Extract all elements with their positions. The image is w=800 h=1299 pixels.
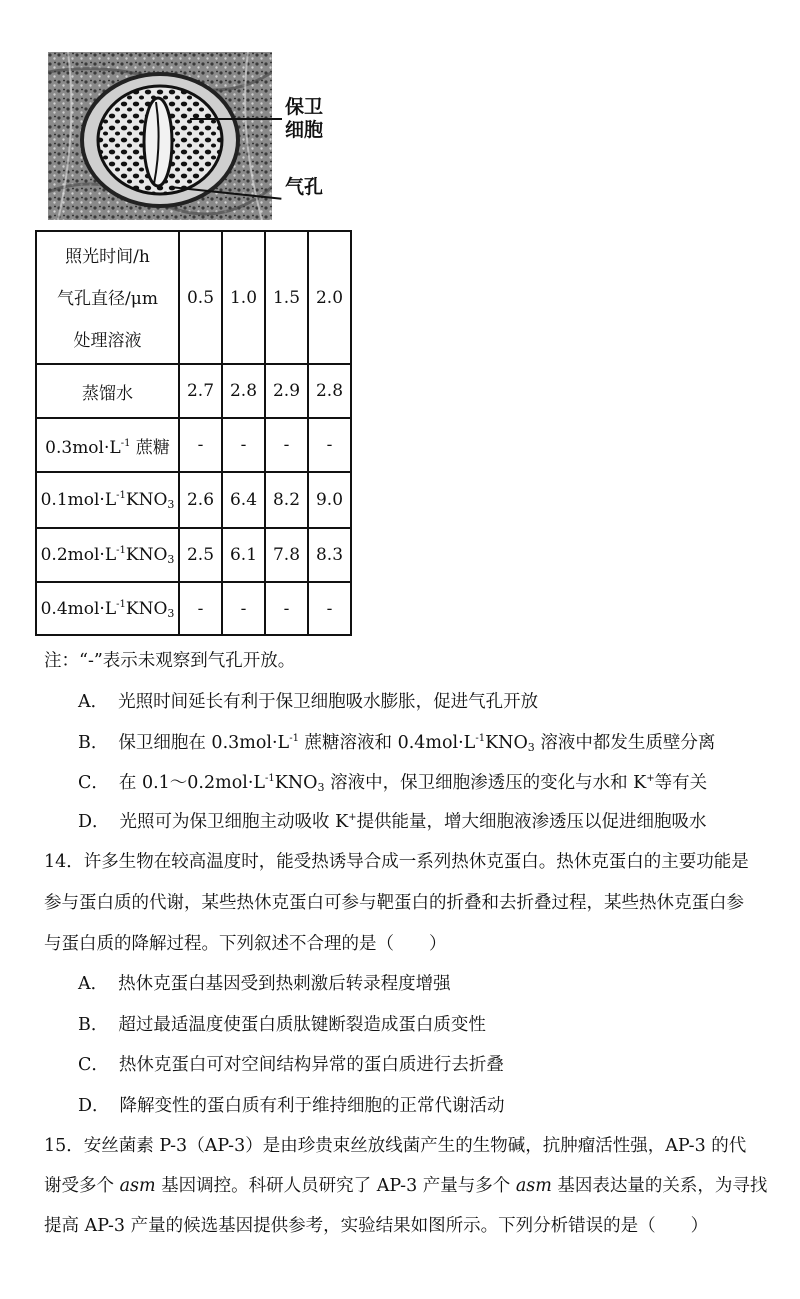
option-text: 热休克蛋白基因受到热刺激后转录程度增强 <box>118 974 451 994</box>
option-text-part: 光照可为保卫细胞主动吸收 K <box>119 812 349 832</box>
option-text: 光照时间延长有利于保卫细胞吸水膨胀，促进气孔开放 <box>118 692 539 712</box>
table-row <box>36 364 351 418</box>
header-corner-cell <box>36 231 179 364</box>
option-sub: 3 <box>527 741 535 754</box>
q14-stem-line3: 与蛋白质的降解过程。下列叙述不合理的是（ ） <box>44 934 447 954</box>
q15-text-part: 基因表达量的关系，为寻找 <box>551 1176 768 1196</box>
value-cell: 6.1 <box>222 528 265 582</box>
gene-name-italic: asm <box>515 1176 552 1196</box>
row-label-sup: -1 <box>116 545 126 556</box>
option-text-part: 在 0.1～0.2mol·L <box>118 773 266 793</box>
q14-option-a <box>78 972 451 996</box>
table-row <box>36 472 351 528</box>
option-label: A． <box>78 692 109 712</box>
value-cell: 2.8 <box>308 364 351 418</box>
stoma-label: 气孔 <box>285 176 324 198</box>
header-stoma-diameter-text: 气孔直径/ <box>57 288 131 309</box>
option-text-part: 等有关 <box>654 773 708 793</box>
option-sup: + <box>646 773 655 784</box>
q14-option-b <box>78 1013 486 1037</box>
option-text-part: 溶液中，保卫细胞渗透压的变化与水和 K <box>324 773 647 793</box>
guard-cell-label <box>285 96 323 142</box>
q14-stem-line2: 参与蛋白质的代谢，某些热休克蛋白可参与靶蛋白的折叠和去折叠过程，某些热休克蛋白参 <box>44 893 744 913</box>
row-label: 0.4mol·L <box>40 598 117 619</box>
option-text-part: 保卫细胞在 0.3mol·L <box>118 733 290 753</box>
row-label: 0.1mol·L <box>40 490 117 510</box>
q15-text-part: 谢受多个 <box>44 1176 120 1196</box>
value-cell: 2.7 <box>179 364 222 418</box>
option-label: C． <box>78 773 109 793</box>
row-label-sub: 3 <box>167 498 175 511</box>
value-cell: - <box>222 582 265 635</box>
q14-option-c <box>78 1053 504 1077</box>
option-sup: -1 <box>265 773 275 784</box>
option-label: D． <box>78 812 110 832</box>
guard-cell-leader-line <box>190 118 282 120</box>
table-row <box>36 582 351 635</box>
option-label: D． <box>78 1096 110 1116</box>
table-note: 注：“-”表示未观察到气孔开放。 <box>44 651 296 671</box>
value-cell: 2.5 <box>179 528 222 582</box>
row-label-sup: -1 <box>116 598 126 610</box>
q15-stem-line2 <box>44 1174 767 1198</box>
value-cell: - <box>179 418 222 472</box>
header-stoma-diameter-unit: μm <box>130 288 158 309</box>
row-label-suffix: KNO <box>125 598 168 619</box>
row-label-cell <box>36 528 179 582</box>
value-cell: 8.3 <box>308 528 351 582</box>
option-text: 降解变性的蛋白质有利于维持细胞的正常代谢活动 <box>119 1096 505 1116</box>
option-text: 超过最适温度使蛋白质肽键断裂造成蛋白质变性 <box>118 1015 486 1035</box>
option-label: B． <box>78 733 109 753</box>
option-sup: -1 <box>289 733 299 744</box>
header-stoma-diameter <box>37 277 178 319</box>
value-cell: 6.4 <box>222 472 265 528</box>
row-label-cell <box>36 418 179 472</box>
row-label-sup: -1 <box>120 437 131 449</box>
option-label: B． <box>78 1015 109 1035</box>
option-text: 热休克蛋白可对空间结构异常的蛋白质进行去折叠 <box>118 1055 504 1075</box>
option-sup: + <box>348 812 357 823</box>
header-time-cell: 1.0 <box>222 231 265 364</box>
guard-cell-label-line2: 细胞 <box>285 119 324 141</box>
q15-stem-line1: 15．安丝菌素 P-3（AP-3）是由珍贵束丝放线菌产生的生物碱，抗肿瘤活性强，AP-3 的代 <box>44 1136 747 1156</box>
q15-text-part: 基因调控。科研人员研究了 AP-3 产量与多个 <box>155 1176 516 1196</box>
guard-cell-label-line1: 保卫 <box>285 96 324 118</box>
row-label-sub: 3 <box>167 553 175 566</box>
row-label-sup: -1 <box>116 490 126 501</box>
value-cell: - <box>308 418 351 472</box>
stomata-data-table <box>35 230 352 636</box>
header-illumination-time: 照光时间/h <box>65 246 150 267</box>
option-text-part: 蔗糖溶液和 0.4mol·L <box>298 733 476 753</box>
header-time-cell: 0.5 <box>179 231 222 364</box>
value-cell: 8.2 <box>265 472 308 528</box>
value-cell: 2.8 <box>222 364 265 418</box>
option-text-part: 溶液中都发生质壁分离 <box>534 733 716 753</box>
row-label-suffix: 蔗糖 <box>130 437 170 458</box>
option-text-part: KNO <box>485 733 528 753</box>
value-cell: 7.8 <box>265 528 308 582</box>
table-row <box>36 418 351 472</box>
header-time-cell: 1.5 <box>265 231 308 364</box>
row-label-cell <box>36 364 179 418</box>
q13-option-d <box>78 810 707 834</box>
value-cell: - <box>265 418 308 472</box>
value-cell: - <box>308 582 351 635</box>
row-label-suffix: KNO <box>125 545 168 565</box>
q13-option-c <box>78 771 707 795</box>
gene-name-italic: asm <box>119 1176 156 1196</box>
row-label-cell <box>36 472 179 528</box>
q13-option-a <box>78 690 538 714</box>
table-row <box>36 528 351 582</box>
value-cell: - <box>179 582 222 635</box>
row-label-sub: 3 <box>167 606 175 620</box>
q14-option-d <box>78 1094 505 1118</box>
row-label-cell <box>36 582 179 635</box>
q13-option-b <box>78 731 715 755</box>
value-cell: 2.6 <box>179 472 222 528</box>
q15-stem-line3: 提高 AP-3 产量的候选基因提供参考，实验结果如图所示。下列分析错误的是（ ） <box>44 1216 709 1236</box>
option-text-part: KNO <box>274 773 318 793</box>
option-sup: -1 <box>475 733 486 744</box>
option-label: C． <box>78 1055 109 1075</box>
value-cell: 2.9 <box>265 364 308 418</box>
row-label-suffix: KNO <box>125 490 168 510</box>
q14-stem-line1: 14．许多生物在较高温度时，能受热诱导合成一系列热休克蛋白。热休克蛋白的主要功能是 <box>44 852 749 872</box>
option-label: A． <box>78 974 109 994</box>
value-cell: 9.0 <box>308 472 351 528</box>
header-treatment-solution: 处理溶液 <box>73 330 142 351</box>
header-time-cell: 2.0 <box>308 231 351 364</box>
row-label: 0.2mol·L <box>40 545 117 565</box>
value-cell: - <box>222 418 265 472</box>
row-label: 蒸馏水 <box>82 383 133 404</box>
table-header-row <box>36 231 351 364</box>
option-sub: 3 <box>317 781 325 794</box>
row-label: 0.3mol·L <box>45 437 121 458</box>
value-cell: - <box>265 582 308 635</box>
option-text-part: 提供能量，增大细胞液渗透压以促进细胞吸水 <box>356 812 707 832</box>
